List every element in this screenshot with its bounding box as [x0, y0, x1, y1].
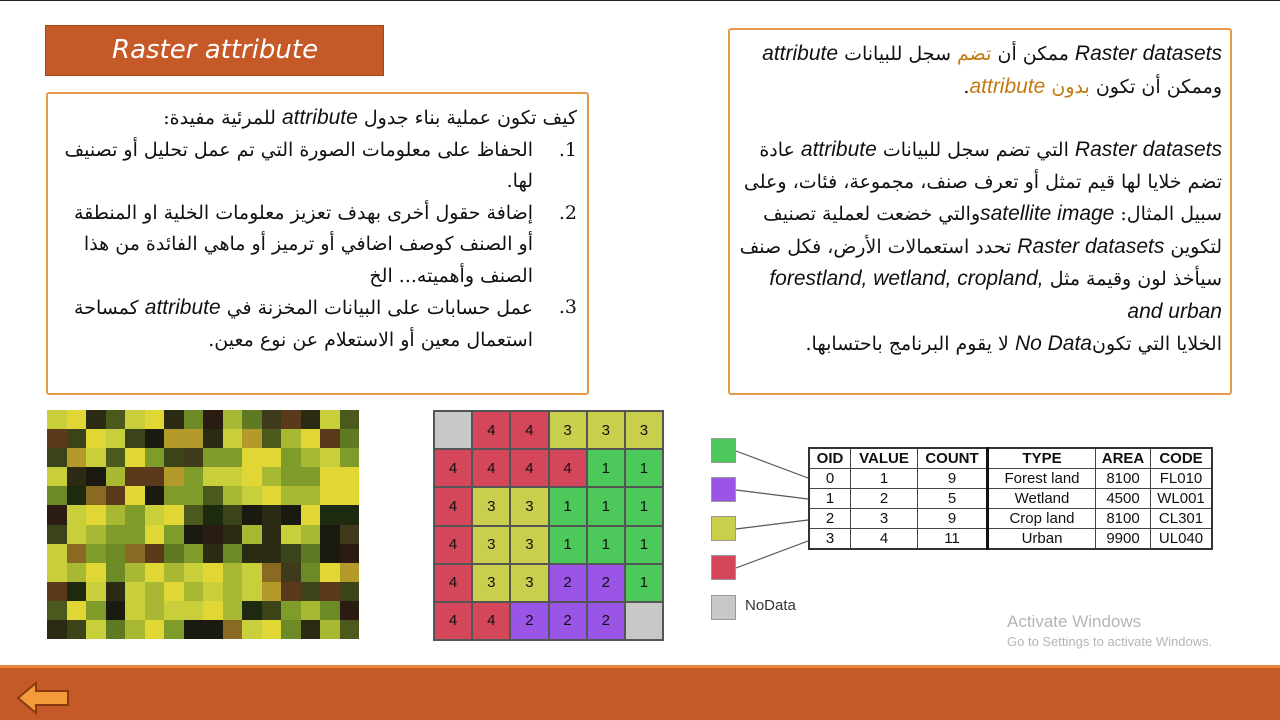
satellite-pixel: [184, 563, 204, 582]
satellite-pixel: [67, 505, 87, 524]
legend-swatch-1: [711, 438, 736, 463]
description-paragraph-1: Raster datasets ممكن أن تضم سجل للبيانات attribute وممكن أن تكون بدون attribute.: [762, 42, 1222, 98]
satellite-pixel: [301, 505, 321, 524]
activate-windows-watermark: Activate Windows Go to Settings to activate Windows.: [1007, 612, 1213, 649]
satellite-pixel: [86, 429, 106, 448]
satellite-pixel: [242, 429, 262, 448]
satellite-pixel: [106, 582, 126, 601]
satellite-pixel: [242, 448, 262, 467]
satellite-pixel: [320, 429, 340, 448]
satellite-pixel: [340, 505, 360, 524]
satellite-pixel: [223, 448, 243, 467]
header-area: AREA: [1096, 448, 1151, 469]
raster-cell: 3: [625, 411, 663, 449]
raster-cell: 2: [549, 564, 587, 602]
raster-cell: 4: [434, 564, 472, 602]
satellite-pixel: [242, 525, 262, 544]
satellite-pixel: [164, 544, 184, 563]
satellite-pixel: [125, 582, 145, 601]
satellite-pixel: [301, 620, 321, 639]
satellite-pixel: [164, 467, 184, 486]
satellite-pixel: [203, 448, 223, 467]
satellite-pixel: [262, 448, 282, 467]
satellite-pixel: [262, 467, 282, 486]
satellite-pixel: [223, 410, 243, 429]
satellite-pixel: [203, 601, 223, 620]
satellite-pixel: [301, 563, 321, 582]
header-code: CODE: [1151, 448, 1213, 469]
satellite-pixel: [340, 467, 360, 486]
satellite-pixel: [262, 525, 282, 544]
satellite-pixel: [86, 601, 106, 620]
satellite-pixel: [106, 601, 126, 620]
satellite-pixel: [301, 467, 321, 486]
satellite-pixel: [47, 467, 67, 486]
satellite-pixel: [340, 486, 360, 505]
satellite-pixel: [262, 410, 282, 429]
satellite-pixel: [184, 467, 204, 486]
satellite-pixel: [86, 410, 106, 429]
raster-cell: 3: [472, 487, 510, 525]
satellite-pixel: [320, 620, 340, 639]
usage-text-box: [46, 92, 589, 395]
satellite-pixel: [184, 486, 204, 505]
satellite-pixel: [86, 448, 106, 467]
satellite-pixel: [223, 544, 243, 563]
satellite-pixel: [164, 505, 184, 524]
raster-cell: 1: [625, 487, 663, 525]
raster-cell: 2: [587, 602, 625, 640]
raster-cell: 4: [434, 602, 472, 640]
satellite-pixel: [145, 525, 165, 544]
raster-cell: 4: [510, 411, 548, 449]
satellite-pixel: [301, 525, 321, 544]
raster-cell: [625, 602, 663, 640]
satellite-pixel: [281, 601, 301, 620]
satellite-pixel: [340, 563, 360, 582]
satellite-pixel: [67, 563, 87, 582]
satellite-pixel: [145, 505, 165, 524]
satellite-pixel: [262, 582, 282, 601]
satellite-pixel: [47, 525, 67, 544]
satellite-pixel: [67, 620, 87, 639]
satellite-pixel: [242, 467, 262, 486]
satellite-pixel: [320, 467, 340, 486]
raster-cell: 4: [472, 411, 510, 449]
satellite-pixel: [125, 505, 145, 524]
satellite-pixel: [301, 582, 321, 601]
satellite-pixel: [340, 410, 360, 429]
satellite-pixel: [47, 544, 67, 563]
raster-cell: 1: [625, 564, 663, 602]
satellite-pixel: [281, 505, 301, 524]
satellite-pixel: [242, 505, 262, 524]
table-row: 1 2 5 Wetland 4500 WL001: [809, 489, 1212, 509]
satellite-pixel: [184, 505, 204, 524]
raster-cell: 3: [472, 564, 510, 602]
satellite-pixel: [145, 486, 165, 505]
satellite-pixel: [262, 429, 282, 448]
satellite-pixel: [125, 429, 145, 448]
satellite-pixel: [242, 582, 262, 601]
satellite-pixel: [47, 448, 67, 467]
satellite-pixel: [223, 429, 243, 448]
satellite-pixel: [223, 525, 243, 544]
satellite-pixel: [223, 563, 243, 582]
satellite-pixel: [125, 563, 145, 582]
satellite-pixel: [340, 525, 360, 544]
usage-item-2: 2. إضافة حقول أخرى بهدف تعزيز معلومات الخلية او المنطقة أو الصنف كوصف اضافي أو ترميز أو ماهي الفائدة من هذا الصنف وأهميته... الخ: [73, 201, 577, 287]
satellite-pixel: [320, 410, 340, 429]
satellite-pixel: [320, 544, 340, 563]
satellite-pixel: [223, 467, 243, 486]
satellite-pixel: [164, 582, 184, 601]
legend-swatch-2: [711, 477, 736, 502]
satellite-pixel: [67, 582, 87, 601]
satellite-pixel: [320, 525, 340, 544]
satellite-pixel: [262, 544, 282, 563]
satellite-pixel: [164, 486, 184, 505]
header-type: TYPE: [988, 448, 1096, 469]
satellite-pixel: [106, 544, 126, 563]
satellite-pixel: [223, 620, 243, 639]
satellite-pixel: [47, 620, 67, 639]
satellite-pixel: [145, 544, 165, 563]
satellite-pixel: [320, 448, 340, 467]
description-text-box: [728, 28, 1232, 395]
description-paragraph-2: Raster datasets التي تضم سجل للبيانات attribute عادة تضم خلايا لها قيم تمثل أو تعرف صنف، مجموعة، فئات، وعلى سبيل المثال: satellite imageوالتي خضعت لعملية تصنيف لتكوين Raster datasets تحدد استعمالات الأرض، فكل صنف سيأخذ لون وقيمة مثل forestland, wetland, cropland, and urban: [739, 138, 1222, 323]
satellite-pixel: [106, 563, 126, 582]
usage-item-1: 1. الحفاظ على معلومات الصورة التي تم عمل تحليل أو تصنيف لها.: [64, 138, 577, 192]
satellite-pixel: [340, 601, 360, 620]
satellite-pixel: [301, 486, 321, 505]
satellite-pixel: [340, 582, 360, 601]
satellite-pixel: [184, 448, 204, 467]
back-arrow-icon[interactable]: [16, 681, 70, 715]
satellite-pixel: [86, 544, 106, 563]
raster-cell: 1: [625, 449, 663, 487]
satellite-pixel: [145, 563, 165, 582]
paragraph-spacer: [732, 103, 1222, 134]
satellite-pixel: [184, 410, 204, 429]
satellite-pixel: [67, 410, 87, 429]
satellite-pixel: [281, 486, 301, 505]
satellite-pixel: [203, 410, 223, 429]
attribute-table: [808, 447, 1213, 550]
satellite-pixel: [301, 601, 321, 620]
raster-cell: 1: [549, 526, 587, 564]
satellite-pixel: [106, 410, 126, 429]
raster-cell: 3: [510, 564, 548, 602]
legend-nodata-label: NoData: [745, 597, 796, 614]
satellite-pixel: [86, 486, 106, 505]
satellite-pixel: [340, 448, 360, 467]
satellite-pixel: [47, 410, 67, 429]
satellite-pixel: [145, 429, 165, 448]
satellite-pixel: [320, 582, 340, 601]
satellite-pixel: [125, 544, 145, 563]
satellite-pixel: [125, 410, 145, 429]
top-border-line: [0, 0, 1280, 1]
table-header-row: [809, 448, 1212, 469]
satellite-pixel: [67, 429, 87, 448]
satellite-pixel: [106, 620, 126, 639]
satellite-pixel: [145, 410, 165, 429]
header-oid: OID: [809, 448, 851, 469]
satellite-pixel: [242, 601, 262, 620]
satellite-pixel: [145, 582, 165, 601]
raster-cell: 4: [434, 526, 472, 564]
usage-text: [57, 102, 577, 356]
satellite-pixel: [262, 563, 282, 582]
satellite-pixel: [223, 582, 243, 601]
satellite-pixel: [86, 563, 106, 582]
satellite-pixel: [47, 563, 67, 582]
satellite-pixel: [242, 620, 262, 639]
header-value: VALUE: [851, 448, 918, 469]
satellite-pixel: [223, 601, 243, 620]
satellite-pixel: [125, 467, 145, 486]
satellite-pixel: [67, 544, 87, 563]
satellite-pixel: [301, 410, 321, 429]
satellite-pixel: [125, 448, 145, 467]
raster-cell: 3: [587, 411, 625, 449]
satellite-pixel: [125, 620, 145, 639]
satellite-pixel: [281, 563, 301, 582]
satellite-pixel: [242, 544, 262, 563]
satellite-pixel: [281, 620, 301, 639]
satellite-pixel: [281, 429, 301, 448]
satellite-pixel: [67, 525, 87, 544]
raster-grid: [433, 410, 664, 641]
satellite-pixel: [47, 582, 67, 601]
raster-cell: 3: [472, 526, 510, 564]
satellite-pixel: [106, 486, 126, 505]
satellite-pixel: [301, 429, 321, 448]
satellite-pixel: [184, 582, 204, 601]
satellite-pixel: [320, 563, 340, 582]
satellite-pixel: [203, 525, 223, 544]
satellite-pixel: [164, 601, 184, 620]
raster-cell: 2: [510, 602, 548, 640]
satellite-pixel: [86, 582, 106, 601]
satellite-pixel: [281, 525, 301, 544]
satellite-pixel: [340, 429, 360, 448]
satellite-pixel: [145, 467, 165, 486]
bottom-bar: [0, 665, 1280, 720]
raster-cell: 3: [510, 526, 548, 564]
satellite-pixel: [106, 525, 126, 544]
satellite-pixel: [203, 563, 223, 582]
satellite-pixel: [125, 601, 145, 620]
satellite-pixel: [281, 544, 301, 563]
satellite-pixel: [86, 620, 106, 639]
satellite-pixel: [106, 448, 126, 467]
raster-cell: 4: [472, 449, 510, 487]
satellite-pixel: [301, 448, 321, 467]
satellite-pixel: [281, 448, 301, 467]
header-count: COUNT: [918, 448, 988, 469]
raster-cell: 1: [587, 487, 625, 525]
satellite-pixel: [203, 620, 223, 639]
raster-cell: 4: [472, 602, 510, 640]
satellite-pixel: [164, 563, 184, 582]
legend-swatch-3: [711, 516, 736, 541]
satellite-pixel: [145, 448, 165, 467]
raster-cell: [434, 411, 472, 449]
satellite-pixel: [262, 601, 282, 620]
satellite-pixel: [86, 525, 106, 544]
satellite-pixel: [242, 563, 262, 582]
raster-cell: 1: [625, 526, 663, 564]
satellite-pixel: [145, 601, 165, 620]
satellite-pixel: [47, 505, 67, 524]
table-row: 0 1 9 Forest land 8100 FL010: [809, 469, 1212, 489]
satellite-pixel: [281, 582, 301, 601]
satellite-pixel: [320, 486, 340, 505]
satellite-pixel: [47, 601, 67, 620]
satellite-pixel: [164, 525, 184, 544]
description-paragraph-3: الخلايا التي تكونNo Data لا يقوم البرنامج باحتسابها.: [805, 332, 1222, 355]
raster-cell: 1: [587, 526, 625, 564]
raster-cell: 4: [434, 449, 472, 487]
satellite-pixel: [106, 429, 126, 448]
satellite-pixel: [320, 601, 340, 620]
satellite-pixel: [106, 467, 126, 486]
satellite-pixel: [67, 601, 87, 620]
raster-cell: 4: [434, 487, 472, 525]
satellite-pixel: [86, 505, 106, 524]
satellite-pixel: [67, 486, 87, 505]
satellite-pixel: [125, 486, 145, 505]
satellite-pixel: [67, 467, 87, 486]
satellite-pixel: [203, 486, 223, 505]
raster-cell: 3: [549, 411, 587, 449]
satellite-pixel: [223, 505, 243, 524]
satellite-pixel: [340, 544, 360, 563]
satellite-pixel: [301, 544, 321, 563]
satellite-pixel: [203, 544, 223, 563]
satellite-pixel: [184, 544, 204, 563]
satellite-pixel: [242, 486, 262, 505]
satellite-pixel: [340, 620, 360, 639]
satellite-pixel: [145, 620, 165, 639]
satellite-pixel: [184, 620, 204, 639]
raster-cell: 2: [549, 602, 587, 640]
satellite-pixel: [184, 525, 204, 544]
satellite-pixel: [203, 505, 223, 524]
satellite-pixel: [203, 467, 223, 486]
satellite-pixel: [164, 620, 184, 639]
satellite-pixel: [203, 582, 223, 601]
satellite-pixel: [262, 505, 282, 524]
satellite-pixel: [281, 467, 301, 486]
raster-cell: 3: [510, 487, 548, 525]
usage-intro: كيف تكون عملية بناء جدول attribute للمرئية مفيدة:: [163, 106, 577, 129]
satellite-pixel: [262, 620, 282, 639]
satellite-pixel: [47, 486, 67, 505]
satellite-pixel: [125, 525, 145, 544]
satellite-pixel: [184, 429, 204, 448]
raster-cell: 4: [549, 449, 587, 487]
satellite-pixel: [106, 505, 126, 524]
table-row: 2 3 9 Crop land 8100 CL301: [809, 509, 1212, 529]
legend-swatch-nodata: [711, 595, 736, 620]
legend-swatch-4: [711, 555, 736, 580]
satellite-pixel: [223, 486, 243, 505]
satellite-pixel: [67, 448, 87, 467]
satellite-pixel: [184, 601, 204, 620]
satellite-pixel: [262, 486, 282, 505]
satellite-pixel: [281, 410, 301, 429]
satellite-pixel: [86, 467, 106, 486]
satellite-image: [47, 410, 359, 639]
raster-cell: 2: [587, 564, 625, 602]
satellite-pixel: [203, 429, 223, 448]
satellite-pixel: [47, 429, 67, 448]
usage-item-3: 3. عمل حسابات على البيانات المخزنة في attribute كمساحة استعمال معين أو الاستعلام عن نوع معين.: [74, 296, 577, 351]
satellite-pixel: [242, 410, 262, 429]
raster-cell: 4: [510, 449, 548, 487]
satellite-pixel: [164, 448, 184, 467]
satellite-pixel: [164, 410, 184, 429]
slide-title: Raster attribute: [45, 25, 384, 76]
raster-cell: 1: [587, 449, 625, 487]
satellite-pixel: [164, 429, 184, 448]
satellite-pixel: [320, 505, 340, 524]
table-row: 3 4 11 Urban 9900 UL040: [809, 529, 1212, 550]
raster-cell: 1: [549, 487, 587, 525]
description-text: [732, 38, 1222, 361]
